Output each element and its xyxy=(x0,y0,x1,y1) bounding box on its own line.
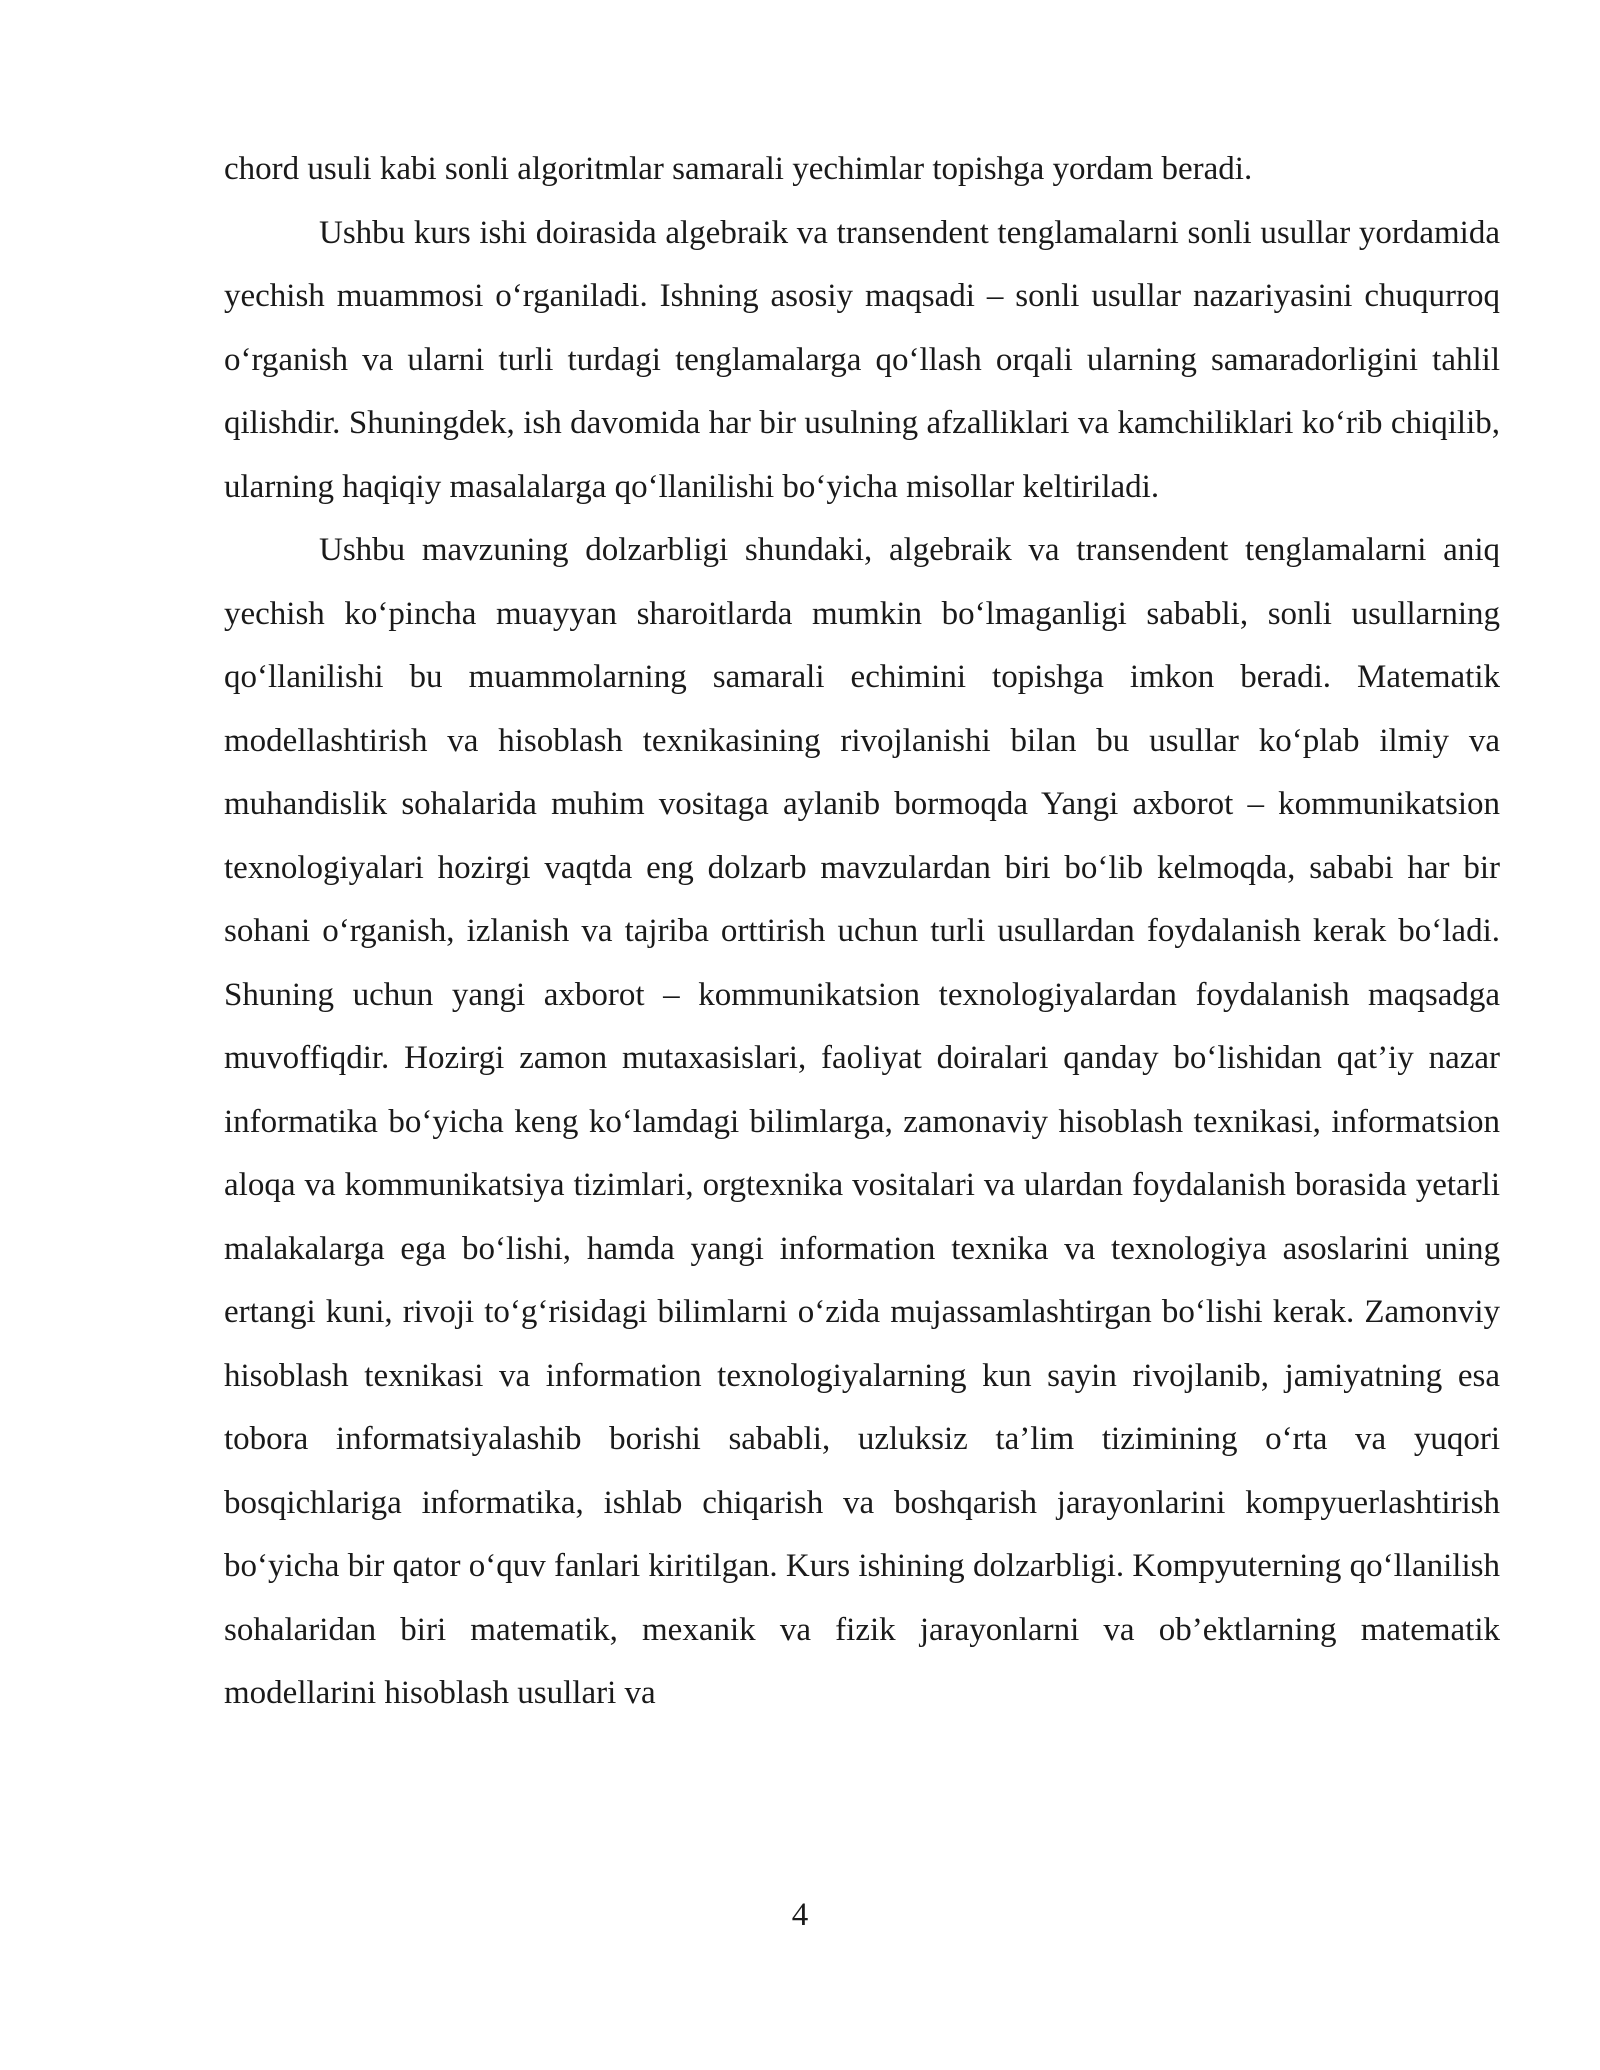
page-number: 4 xyxy=(791,1897,809,1933)
paragraph-2: Ushbu kurs ishi doirasida algebraik va transendent tenglamalarni sonli usullar yordamida yechish muammosi o‘rganiladi. Ishning asosiy maqsadi – sonli usullar nazariyasini chuqurroq o‘rganish va ularni turli turdagi tenglamalarga qo‘llash orqali ularning samaradorligini tahlil qilishdir. Shuningdek, ish davomida har bir usulning afzalliklari va kamchiliklari ko‘rib chiqilib, ularning haqiqiy masalalarga qo‘llanilishi bo‘yicha misollar keltiriladi. xyxy=(224,214,1500,505)
body-text xyxy=(224,138,1500,1726)
paragraph-1: chord usuli kabi sonli algoritmlar samarali yechimlar topishga yordam beradi. xyxy=(224,151,1253,187)
paragraph-3: Ushbu mavzuning dolzarbligi shundaki, algebraik va transendent tenglamalarni aniq yechish ko‘pincha muayyan sharoitlarda mumkin bo‘lmaganligi sababli, sonli usullarning qo‘llanilishi bu muammolarning samarali echimini topishga imkon beradi. Matematik modellashtirish va hisoblash texnikasining rivojlanishi bilan bu usullar ko‘plab ilmiy va muhandislik sohalarida muhim vositaga aylanib bormoqda Yangi axborot – kommunikatsion texnologiyalari hozirgi vaqtda eng dolzarb mavzulardan biri bo‘lib kelmoqda, sababi har bir sohani o‘rganish, izlanish va tajriba orttirish uchun turli usullardan foydalanish kerak bo‘ladi. Shuning uchun yangi axborot – kommunikatsion texnologiyalardan foydalanish maqsadga muvoffiqdir. Hozirgi zamon mutaxasislari, faoliyat doiralari qanday bo‘lishidan qat’iy nazar informatika bo‘yicha keng ko‘lamdagi bilimlarga, zamonaviy hisoblash texnikasi, informatsion aloqa va kommunikatsiya tizimlari, orgtexnika vositalari va ulardan foydalanish borasida yetarli malakalarga ega bo‘lishi, hamda yangi information texnika va texnologiya asoslarini uning ertangi kuni, rivoji to‘g‘risidagi bilimlarni o‘zida mujassamlashtirgan bo‘lishi kerak. Zamonviy hisoblash texnikasi va information texnologiyalarning kun sayin rivojlanib, jamiyatning esa tobora informatsiyalashib borishi sababli, uzluksiz ta’lim tizimining o‘rta va yuqori bosqichlariga informatika, ishlab chiqarish va boshqarish jarayonlarini kompyuerlashtirish bo‘yicha bir qator o‘quv fanlari kiritilgan. Kurs ishining dolzarbligi. Kompyuterning qo‘llanilish sohalaridan biri matematik, mexanik va fizik jarayonlarni va ob’ektlarning matematik modellarini hisoblash usullari va xyxy=(224,532,1500,1711)
